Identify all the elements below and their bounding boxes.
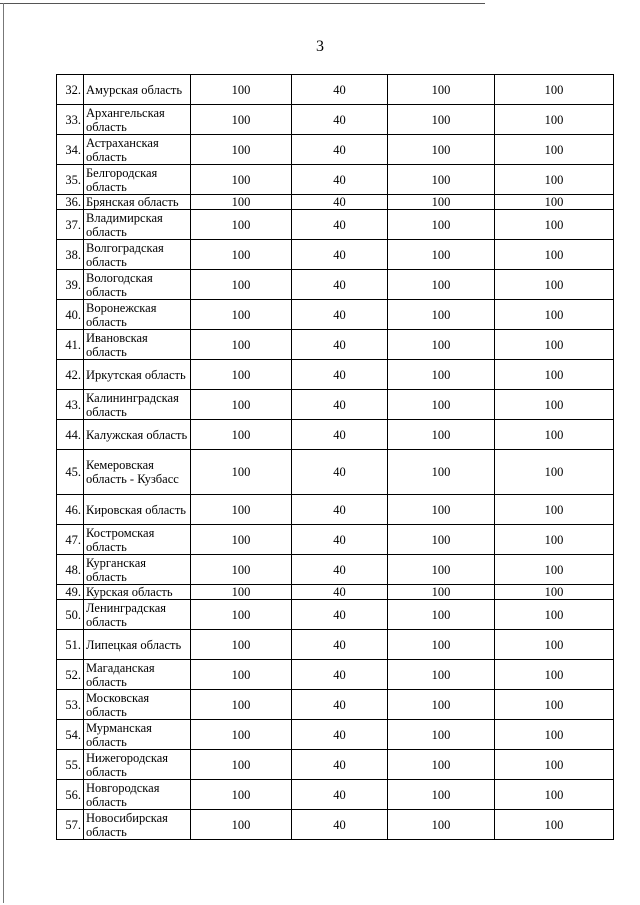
- value-col-3: 100: [388, 720, 495, 750]
- value-col-3: 100: [388, 810, 495, 840]
- value-col-2: 40: [292, 300, 388, 330]
- table-row: [57, 195, 614, 210]
- region-name: Кемеровская область - Кузбасс: [84, 450, 191, 495]
- region-name: Костромская область: [84, 525, 191, 555]
- region-name: Брянская область: [84, 195, 191, 210]
- page-number: 3: [316, 38, 324, 55]
- value-col-1: 100: [191, 270, 292, 300]
- value-col-4: 100: [495, 600, 614, 630]
- table-row: [57, 780, 614, 810]
- table-row: [57, 600, 614, 630]
- value-col-3: 100: [388, 585, 495, 600]
- value-col-4: 100: [495, 135, 614, 165]
- value-col-1: 100: [191, 660, 292, 690]
- row-number: 38.: [57, 240, 84, 270]
- value-col-3: 100: [388, 105, 495, 135]
- value-col-2: 40: [292, 555, 388, 585]
- table-row: [57, 690, 614, 720]
- table-row: [57, 165, 614, 195]
- value-col-1: 100: [191, 495, 292, 525]
- value-col-4: 100: [495, 240, 614, 270]
- row-number: 47.: [57, 525, 84, 555]
- row-number: 52.: [57, 660, 84, 690]
- row-number: 33.: [57, 105, 84, 135]
- value-col-4: 100: [495, 420, 614, 450]
- value-col-1: 100: [191, 750, 292, 780]
- row-number: 41.: [57, 330, 84, 360]
- value-col-1: 100: [191, 555, 292, 585]
- table-row: [57, 750, 614, 780]
- value-col-2: 40: [292, 720, 388, 750]
- value-col-1: 100: [191, 450, 292, 495]
- region-name: Московская область: [84, 690, 191, 720]
- table-row: [57, 585, 614, 600]
- value-col-2: 40: [292, 390, 388, 420]
- value-col-4: 100: [495, 450, 614, 495]
- row-number: 57.: [57, 810, 84, 840]
- row-number: 53.: [57, 690, 84, 720]
- value-col-4: 100: [495, 210, 614, 240]
- value-col-1: 100: [191, 720, 292, 750]
- region-name: Ивановская область: [84, 330, 191, 360]
- value-col-2: 40: [292, 525, 388, 555]
- value-col-1: 100: [191, 525, 292, 555]
- value-col-3: 100: [388, 495, 495, 525]
- value-col-2: 40: [292, 270, 388, 300]
- row-number: 34.: [57, 135, 84, 165]
- value-col-2: 40: [292, 330, 388, 360]
- row-number: 44.: [57, 420, 84, 450]
- value-col-3: 100: [388, 390, 495, 420]
- value-col-2: 40: [292, 450, 388, 495]
- region-name: Калининградская область: [84, 390, 191, 420]
- region-name: Липецкая область: [84, 630, 191, 660]
- row-number: 54.: [57, 720, 84, 750]
- value-col-3: 100: [388, 300, 495, 330]
- value-col-3: 100: [388, 135, 495, 165]
- row-number: 43.: [57, 390, 84, 420]
- value-col-4: 100: [495, 525, 614, 555]
- region-name: Архангельская область: [84, 105, 191, 135]
- value-col-1: 100: [191, 165, 292, 195]
- row-number: 40.: [57, 300, 84, 330]
- value-col-2: 40: [292, 600, 388, 630]
- row-number: 49.: [57, 585, 84, 600]
- value-col-4: 100: [495, 390, 614, 420]
- region-name: Белгородская область: [84, 165, 191, 195]
- table-row: [57, 270, 614, 300]
- region-name: Нижегородская область: [84, 750, 191, 780]
- value-col-4: 100: [495, 690, 614, 720]
- value-col-4: 100: [495, 555, 614, 585]
- value-col-1: 100: [191, 135, 292, 165]
- value-col-2: 40: [292, 240, 388, 270]
- value-col-3: 100: [388, 660, 495, 690]
- value-col-4: 100: [495, 750, 614, 780]
- value-col-4: 100: [495, 630, 614, 660]
- value-col-3: 100: [388, 240, 495, 270]
- row-number: 46.: [57, 495, 84, 525]
- value-col-3: 100: [388, 630, 495, 660]
- value-col-4: 100: [495, 300, 614, 330]
- table-row: [57, 555, 614, 585]
- value-col-1: 100: [191, 300, 292, 330]
- value-col-1: 100: [191, 585, 292, 600]
- value-col-1: 100: [191, 195, 292, 210]
- value-col-2: 40: [292, 135, 388, 165]
- table-row: [57, 495, 614, 525]
- table-row: [57, 210, 614, 240]
- table-row: [57, 390, 614, 420]
- value-col-3: 100: [388, 165, 495, 195]
- table-row: [57, 810, 614, 840]
- value-col-2: 40: [292, 360, 388, 390]
- value-col-1: 100: [191, 780, 292, 810]
- row-number: 56.: [57, 780, 84, 810]
- region-name: Астраханская область: [84, 135, 191, 165]
- value-col-1: 100: [191, 630, 292, 660]
- region-name: Мурманская область: [84, 720, 191, 750]
- page-border-left: [3, 3, 4, 903]
- value-col-2: 40: [292, 690, 388, 720]
- value-col-4: 100: [495, 495, 614, 525]
- table-row: [57, 105, 614, 135]
- value-col-2: 40: [292, 495, 388, 525]
- region-name: Амурская область: [84, 75, 191, 105]
- value-col-3: 100: [388, 450, 495, 495]
- region-name: Новгородская область: [84, 780, 191, 810]
- row-number: 45.: [57, 450, 84, 495]
- region-name: Новосибирская область: [84, 810, 191, 840]
- value-col-3: 100: [388, 270, 495, 300]
- value-col-4: 100: [495, 195, 614, 210]
- value-col-4: 100: [495, 810, 614, 840]
- row-number: 50.: [57, 600, 84, 630]
- value-col-3: 100: [388, 195, 495, 210]
- value-col-3: 100: [388, 360, 495, 390]
- value-col-2: 40: [292, 780, 388, 810]
- table-row: [57, 135, 614, 165]
- region-name: Волгоградская область: [84, 240, 191, 270]
- row-number: 48.: [57, 555, 84, 585]
- table-row: [57, 630, 614, 660]
- value-col-1: 100: [191, 105, 292, 135]
- value-col-3: 100: [388, 525, 495, 555]
- value-col-3: 100: [388, 555, 495, 585]
- region-name: Курганская область: [84, 555, 191, 585]
- table-row: [57, 75, 614, 105]
- value-col-1: 100: [191, 240, 292, 270]
- value-col-4: 100: [495, 165, 614, 195]
- value-col-4: 100: [495, 75, 614, 105]
- row-number: 35.: [57, 165, 84, 195]
- value-col-2: 40: [292, 75, 388, 105]
- row-number: 36.: [57, 195, 84, 210]
- value-col-3: 100: [388, 690, 495, 720]
- value-col-2: 40: [292, 585, 388, 600]
- row-number: 37.: [57, 210, 84, 240]
- value-col-2: 40: [292, 630, 388, 660]
- value-col-1: 100: [191, 420, 292, 450]
- table-row: [57, 330, 614, 360]
- table-row: [57, 240, 614, 270]
- row-number: 42.: [57, 360, 84, 390]
- row-number: 39.: [57, 270, 84, 300]
- value-col-1: 100: [191, 390, 292, 420]
- value-col-4: 100: [495, 270, 614, 300]
- value-col-3: 100: [388, 75, 495, 105]
- table-row: [57, 450, 614, 495]
- regions-table: [56, 74, 614, 840]
- region-name: Калужская область: [84, 420, 191, 450]
- value-col-1: 100: [191, 810, 292, 840]
- value-col-4: 100: [495, 105, 614, 135]
- value-col-4: 100: [495, 660, 614, 690]
- table-row: [57, 720, 614, 750]
- value-col-2: 40: [292, 195, 388, 210]
- table-row: [57, 360, 614, 390]
- region-name: Курская область: [84, 585, 191, 600]
- value-col-2: 40: [292, 750, 388, 780]
- value-col-2: 40: [292, 105, 388, 135]
- region-name: Владимирская область: [84, 210, 191, 240]
- value-col-4: 100: [495, 360, 614, 390]
- value-col-4: 100: [495, 585, 614, 600]
- value-col-1: 100: [191, 330, 292, 360]
- value-col-2: 40: [292, 165, 388, 195]
- region-name: Ленинградская область: [84, 600, 191, 630]
- row-number: 51.: [57, 630, 84, 660]
- value-col-1: 100: [191, 75, 292, 105]
- row-number: 32.: [57, 75, 84, 105]
- value-col-2: 40: [292, 660, 388, 690]
- table-row: [57, 420, 614, 450]
- region-name: Воронежская область: [84, 300, 191, 330]
- value-col-3: 100: [388, 780, 495, 810]
- table-row: [57, 525, 614, 555]
- table-row: [57, 300, 614, 330]
- region-name: Магаданская область: [84, 660, 191, 690]
- value-col-2: 40: [292, 810, 388, 840]
- value-col-4: 100: [495, 780, 614, 810]
- value-col-3: 100: [388, 330, 495, 360]
- value-col-1: 100: [191, 600, 292, 630]
- value-col-4: 100: [495, 330, 614, 360]
- value-col-3: 100: [388, 210, 495, 240]
- value-col-1: 100: [191, 210, 292, 240]
- regions-table-body: [57, 75, 614, 840]
- value-col-3: 100: [388, 750, 495, 780]
- table-row: [57, 660, 614, 690]
- region-name: Вологодская область: [84, 270, 191, 300]
- value-col-4: 100: [495, 720, 614, 750]
- value-col-2: 40: [292, 210, 388, 240]
- value-col-3: 100: [388, 600, 495, 630]
- page-border-top: [0, 3, 485, 4]
- value-col-1: 100: [191, 360, 292, 390]
- value-col-3: 100: [388, 420, 495, 450]
- row-number: 55.: [57, 750, 84, 780]
- region-name: Кировская область: [84, 495, 191, 525]
- region-name: Иркутская область: [84, 360, 191, 390]
- value-col-1: 100: [191, 690, 292, 720]
- value-col-2: 40: [292, 420, 388, 450]
